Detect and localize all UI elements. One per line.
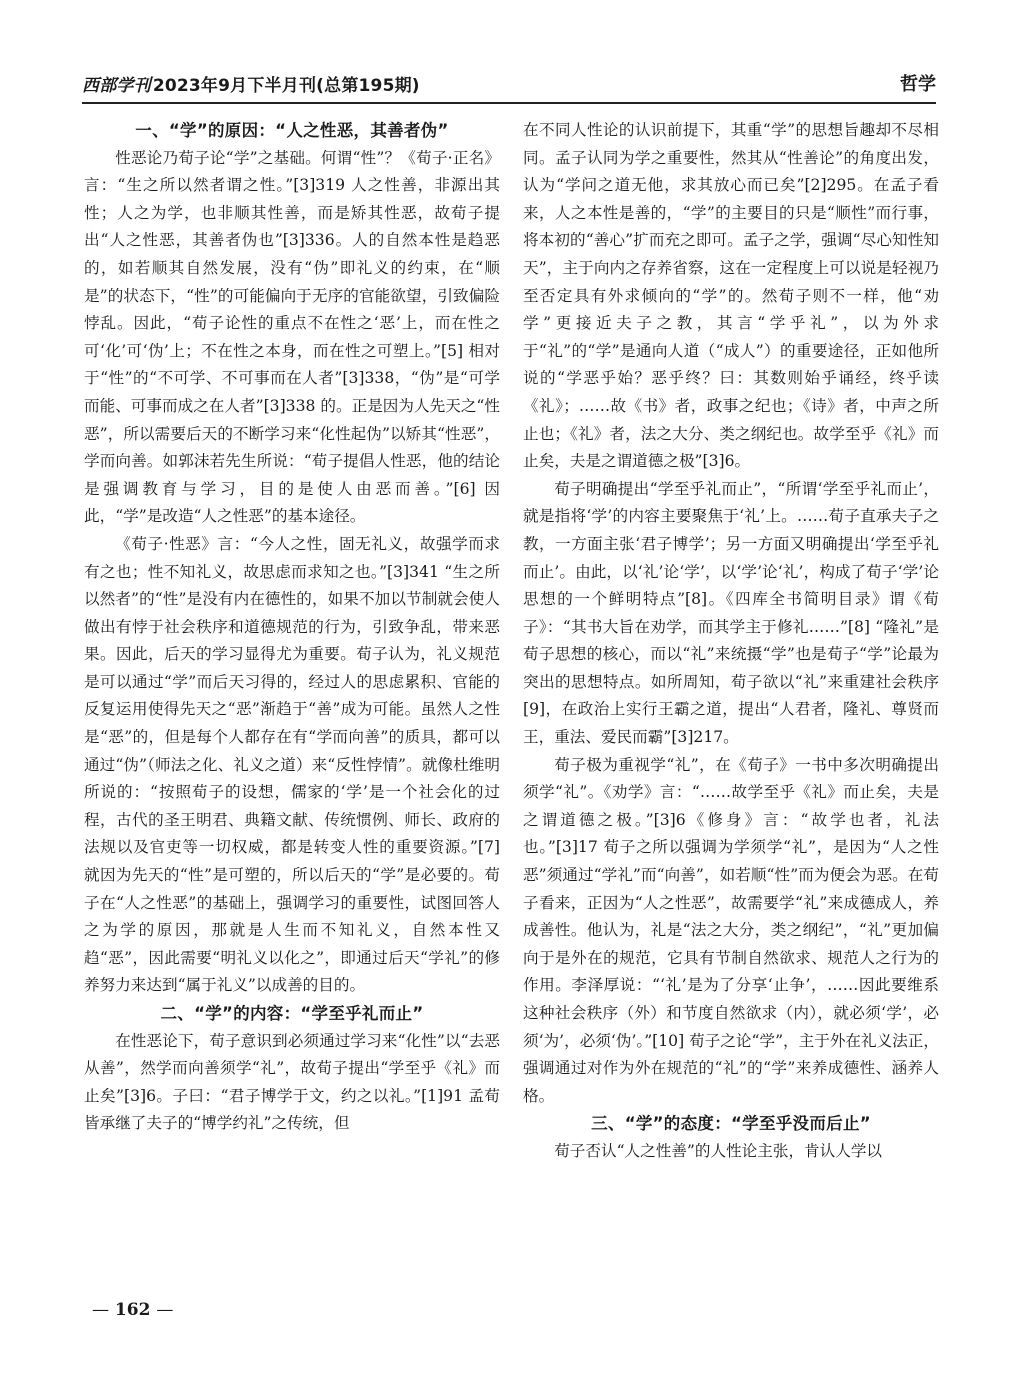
paragraph: 在性恶论下，荀子意识到必须通过学习来“化性”以“去恶从善”，然学而向善须学“礼”，故荀子提出“学至乎《礼》而止矣”[3]6。子曰：“君子博学于文，约之以礼。”[1]91 孟荀皆承继了夫子的“博学约礼”之传统，但 (84, 1031, 500, 1133)
paragraph: 性恶论乃荀子论“学”之基础。何谓“性”？《荀子·正名》言：“生之所以然者谓之性。”[3]319 人之性善，非源出其性；人之为学，也非顺其性善，而是矫其性恶，故荀子提出“人之性恶，其善者伪也”[3]336。人的自然本性是趋恶的，如若顺其自然发展，没有“伪”即礼义的约束，在“顺是”的状态下，“性”的可能偏向于无序的官能欲望，引致偏险悖乱。因此，“荀子论性的重点不在性之‘恶’上，而在性之可‘化’可‘伪’上；不在性之本身，而在性之可塑上。”[5] 相对于“性”的“不可学、不可事而在人者”[3]338，“伪”是“可学而能、可事而成之在人者”[3]338 的。正是因为人先天之“性恶”，所以需要后天的不断学习来“化性起伪”以矫其“性恶”，学而向善。如郭沫若先生所说：“荀子提倡人性恶，他的结论是强调教育与学习，目的是使人由恶而善。”[6] 因此，“学”是改造“人之性恶”的基本途径。 (84, 148, 500, 526)
paragraph: 荀子否认“人之性善”的人性论主张，肯认人学以 (554, 1141, 883, 1160)
page-number-value: 162 (114, 1300, 151, 1320)
page-header (82, 68, 936, 104)
journal-logo: 西部学刊 (82, 76, 151, 96)
paragraph-continued: 在不同人性论的认识前提下，其重“学”的思想旨趣却不尽相同。孟子认同为学之重要性，然其从“性善论”的角度出发，认为“学问之道无他，求其放心而已矣”[2]295。在孟子看来，人之本性是善的，“学”的主要目的只是“顺性”而行事，将本初的“善心”扩而充之即可。孟子之学，强调“尽心知性知天”，主于向内之存养省察，这在一定程度上可以说是轻视乃至否定具有外求倾向的“学”的。然荀子则不一样，他“劝学”更接近夫子之教，其言“学乎礼”，以为外求于“礼”的“学”是通向人道（“成人”）的重要途径，正如他所说的“学恶乎始？恶乎终？曰：其数则始乎诵经，终乎读《礼》；……故《书》者，政事之纪也；《诗》者，中声之所止也；《礼》者，法之大分、类之纲纪也。故学至乎《礼》而止矣，夫是之谓道德之极”[3]6。 (523, 121, 939, 471)
section-heading-3: 三、“学”的态度：“学至乎没而后止” (591, 1114, 871, 1134)
section-name: 哲学 (900, 74, 936, 95)
journal-issue: 2023年9月下半月刊(总第195期) (152, 76, 420, 96)
page-number (92, 1300, 173, 1320)
journal-title (82, 71, 420, 96)
paragraph: 《荀子·性恶》言：“今人之性，固无礼义，故强学而求有之也；性不知礼义，故思虑而求知之也。”[3]341 “生之所以然者”的“性”是没有内在德性的，如果不加以节制就会使人做出有悖于社会秩序和道德规范的行为，引致争乱，带来恶果。因此，后天的学习显得尤为重要。荀子认为，礼义规范是可以通过“学”而后天习得的，经过人的思虑累积、官能的反复运用使得先天之“恶”渐趋于“善”成为可能。虽然人之性是“恶”的，但是每个人都存在有“学而向善”的质具，都可以通过“伪”（师法之化、礼义之道）来“反性悖情”。就像杜维明所说的：“按照荀子的设想，儒家的‘学’是一个社会化的过程，古代的圣王明君、典籍文献、传统惯例、师长、政府的法规以及官吏等一切权威，都是转变人性的重要资源。”[7] 就因为先天的“性”是可塑的，所以后天的“学”是必要的。荀子在“人之性恶”的基础上，强调学习的重要性，试图回答人之为学的原因，那就是人生而不知礼义，自然本性又趋“恶”，因此需要“明礼义以化之”，即通过后天“学礼”的修养努力来达到“属于礼义”以成善的目的。 (84, 534, 500, 995)
paragraph: 荀子极为重视学“礼”，在《荀子》一书中多次明确提出须学“礼”。《劝学》言：“……故学至乎《礼》而止矣，夫是之谓道德之极。”[3]6《修身》言：“故学也者，礼法也。”[3]17 荀子之所以强调为学须学“礼”，是因为“人之性恶”须通过“学礼”而“向善”，如若顺“性”而为便会为恶。在荀子看来，正因为“人之性恶”，故需要学“礼”来成德成人，养成善性。他认为，礼是“法之大分，类之纲纪”，“礼”更加偏向于是外在的规范，它具有节制自然欲求、规范人之行为的作用。李泽厚说：“‘礼’是为了分享‘止争’，……因此要维系这种社会秩序（外）和节度自然欲求（内），就必须‘学’，必须‘为’，必须‘伪’。”[10] 荀子之论“学”，主于外在礼义法正，强调通过对作为外在规范的“礼”的“学”来养成德性、涵养人格。 (523, 755, 939, 1105)
right-column (523, 117, 939, 1166)
folio-dash-right: — (156, 1300, 174, 1320)
section-heading-1: 一、“学”的原因：“人之性恶，其善者伪” (135, 121, 449, 140)
section-heading-2: 二、“学”的内容：“学至乎礼而止” (160, 1004, 424, 1023)
left-column (84, 117, 500, 1138)
folio-dash-left: — (92, 1300, 109, 1320)
paragraph: 荀子明确提出“学至乎礼而止”，“所谓‘学至乎礼而止’，就是指将‘学’的内容主要聚焦于‘礼’上。……荀子直承夫子之教，一方面主张‘君子博学’；另一方面又明确提出‘学至乎礼而止’。由此，以‘礼’论‘学’，以‘学’论‘礼’，构成了荀子‘学’论思想的一个鲜明特点”[8]。《四库全书简明目录》谓《荀子》：“其书大旨在劝学，而其学主于修礼……”[8] “隆礼”是荀子思想的核心，而以“礼”来统摄“学”也是荀子“学”论最为突出的思想特点。如所周知，荀子欲以“礼”来重建社会秩序[9]，在政治上实行王霸之道，提出“人君者，隆礼、尊贤而王，重法、爱民而霸”[3]217。 (523, 479, 939, 747)
